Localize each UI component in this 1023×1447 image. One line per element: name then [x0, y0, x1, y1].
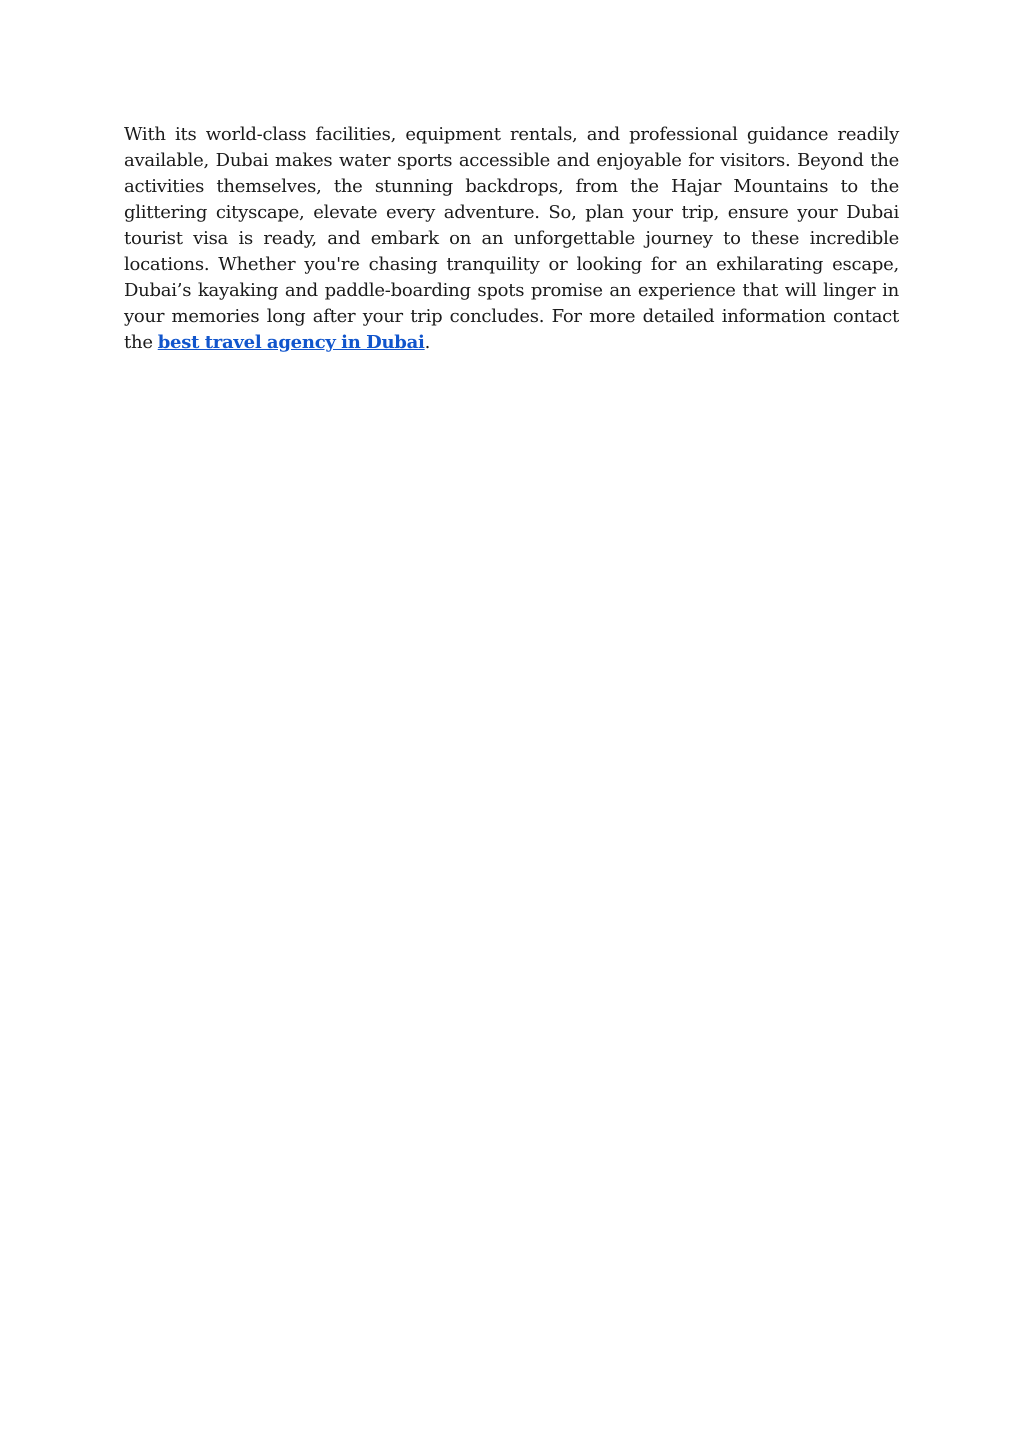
paragraph-end-punctuation: . — [424, 332, 431, 353]
travel-agency-link[interactable]: best travel agency in Dubai — [157, 332, 425, 353]
body-paragraph — [124, 122, 899, 356]
paragraph-text: With its world-class facilities, equipment rentals, and professional guidance readily available, Dubai makes water sports accessible and enjoyable for visitors. Beyond the activities themselves, the stunning backdrops, from the Hajar Mountains to the glittering cityscape, elevate every adventure. So, plan your trip, ensure your Dubai tourist visa is ready, and embark on an unforgettable journey to these incredible locations. Whether you're chasing tranquility or looking for an exhilarating escape, Dubai’s kayaking and paddle-boarding spots promise an experience that will linger in your memories long after your trip concludes. For more detailed information contact the — [124, 124, 899, 353]
